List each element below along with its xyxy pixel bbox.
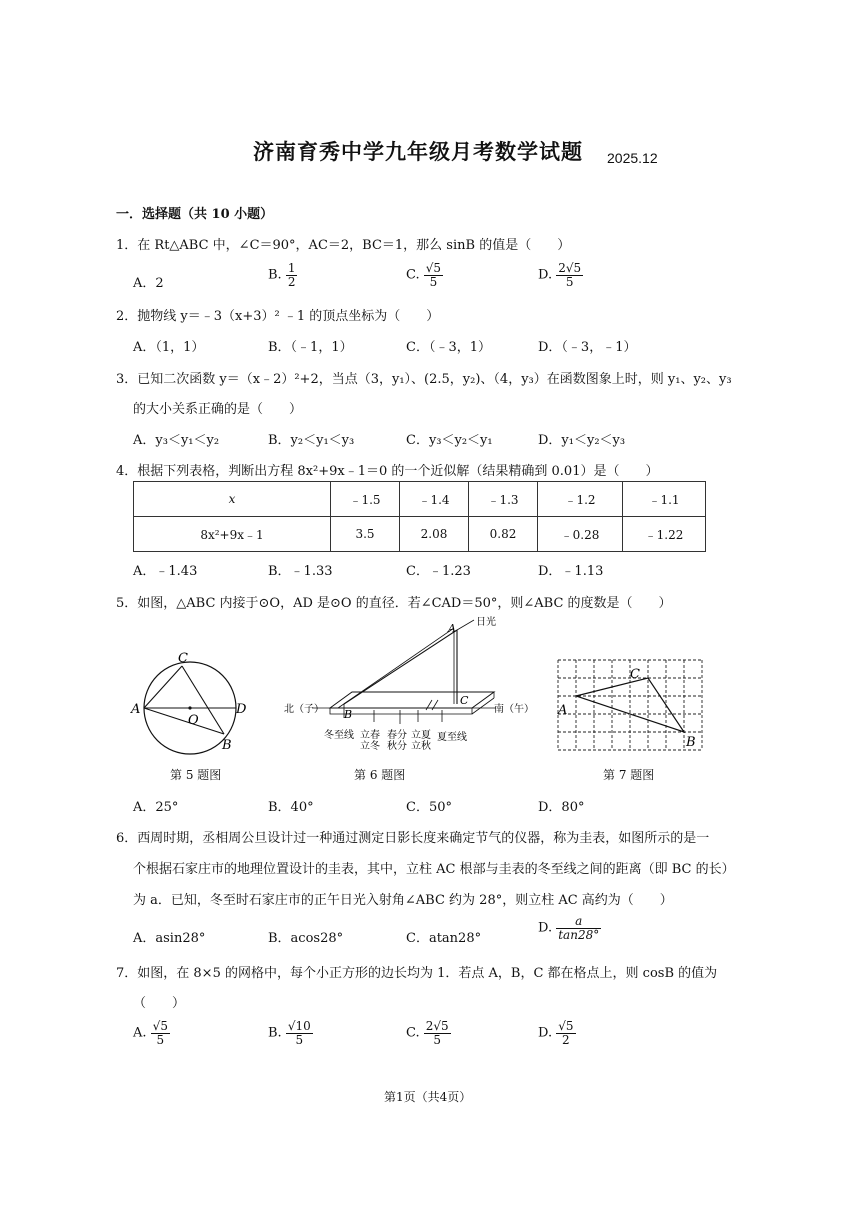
table-cell: 8x²+9x﹣1 xyxy=(134,517,331,552)
denominator: 2 xyxy=(562,1032,570,1047)
numerator: 2√5 xyxy=(558,261,582,275)
q1-option-d xyxy=(538,262,583,288)
tick-label: 立春 xyxy=(360,730,380,741)
table-cell: ﹣1.1 xyxy=(623,482,706,517)
tick-label: 秋分 xyxy=(387,741,407,752)
numerator: √10 xyxy=(287,1019,311,1033)
option-label: D. xyxy=(538,920,553,936)
q3-option-c: C．y₃＜y₂＜y₁ xyxy=(406,433,493,448)
table-cell: ﹣1.5 xyxy=(331,482,400,517)
table-cell: 0.82 xyxy=(469,517,538,552)
question-3-text-line1: 3．已知二次函数 y＝（x﹣2）²+2，当点（3，y₁）、(2.5，y₂)、（4，y₃）在函数图象上时，则 y₁、y₂、y₃ xyxy=(116,372,732,387)
figure-5-circle xyxy=(128,648,260,758)
q7-option-a xyxy=(133,1020,170,1046)
point-label: B xyxy=(686,735,696,750)
question-6-text-line1: 6．西周时期，丞相周公旦设计过一种通过测定日影长度来确定节气的仪器，称为圭表，如图所示的是一 xyxy=(116,831,710,846)
point-label: B xyxy=(222,738,232,753)
denominator: 5 xyxy=(433,1032,442,1047)
q7-option-c xyxy=(406,1020,451,1046)
q2-option-d: D．（﹣3，﹣1） xyxy=(538,340,637,355)
option-label: C. xyxy=(406,1025,420,1041)
fraction xyxy=(556,1020,575,1046)
q2-option-c: C．（﹣3，1） xyxy=(406,340,491,355)
q6-option-c: C．atan28° xyxy=(406,931,482,946)
fraction xyxy=(151,1020,170,1046)
denominator: 5 xyxy=(156,1032,165,1047)
q5-option-a: A．25° xyxy=(133,800,179,815)
table-cell: x xyxy=(134,482,331,517)
q2-option-a: A．（1，1） xyxy=(133,340,205,355)
point-label: D xyxy=(236,702,247,717)
q7-option-b xyxy=(268,1020,313,1046)
option-label: B. xyxy=(268,1025,282,1041)
point-label: A xyxy=(558,703,568,718)
q3-option-d: D．y₁＜y₂＜y₃ xyxy=(538,433,626,448)
q3-option-a: A．y₃＜y₁＜y₂ xyxy=(133,433,220,448)
point-label: O xyxy=(188,713,199,728)
option-label: D. xyxy=(538,267,553,283)
figure-6-gnomon xyxy=(282,612,552,758)
fraction xyxy=(424,262,443,288)
question-1-text: 1．在 Rt△ABC 中，∠C＝90°，AC＝2，BC＝1，那么 sinB 的值是（ ） xyxy=(116,238,571,253)
south-label: 南（午） xyxy=(494,704,534,715)
q1-option-b xyxy=(268,262,297,288)
numerator: 1 xyxy=(287,261,296,275)
table-cell: ﹣1.22 xyxy=(623,517,706,552)
point-label: C xyxy=(178,651,188,666)
tick-label: 立冬 xyxy=(360,741,380,752)
table-cell: 2.08 xyxy=(400,517,469,552)
q4-option-a: A．﹣1.43 xyxy=(133,564,198,579)
question-4-text: 4．根据下列表格，判断出方程 8x²+9x﹣1＝0 的一个近似解（结果精确到 0.01）是（ ） xyxy=(116,464,659,479)
q3-option-b: B．y₂＜y₁＜y₃ xyxy=(268,433,355,448)
option-label: B. xyxy=(268,267,282,283)
page-footer: 第1页（共4页） xyxy=(384,1090,472,1104)
exam-date: 2025.12 xyxy=(607,150,658,166)
point-label: C xyxy=(460,694,469,707)
numerator: √5 xyxy=(425,261,442,275)
fraction xyxy=(556,915,601,941)
question-5-text: 5．如图，△ABC 内接于⊙O，AD 是⊙O 的直径．若∠CAD＝50°，则∠ABC 的度数是（ ） xyxy=(116,596,672,611)
point-label: A xyxy=(131,702,141,717)
figure-5-caption: 第 5 题图 xyxy=(170,768,222,782)
fraction xyxy=(286,262,298,288)
q1-option-c xyxy=(406,262,443,288)
tick-label: 冬至线 xyxy=(324,730,354,741)
question-6-text-line3: 为 a．已知，冬至时石家庄市的正午日光入射角∠ABC 约为 28°，则立柱 AC 高约为（ ） xyxy=(133,893,673,908)
q7-option-d xyxy=(538,1020,576,1046)
tick-label: 立秋 xyxy=(411,741,431,752)
fraction xyxy=(556,262,583,288)
exam-title: 济南育秀中学九年级月考数学试题 xyxy=(253,140,583,164)
q4-option-b: B．﹣1.33 xyxy=(268,564,333,579)
fraction xyxy=(424,1020,451,1046)
table-row xyxy=(134,482,706,517)
option-label: C. xyxy=(406,267,420,283)
table-cell: 3.5 xyxy=(331,517,400,552)
q4-option-c: C．﹣1.23 xyxy=(406,564,471,579)
question-7-text-line2: （ ） xyxy=(133,996,186,1011)
q6-option-b: B．acos28° xyxy=(268,931,344,946)
q4-table xyxy=(133,481,706,552)
figure-6-caption: 第 6 题图 xyxy=(354,768,406,782)
question-2-text: 2．抛物线 y＝﹣3（x+3）² ﹣1 的顶点坐标为（ ） xyxy=(116,309,440,324)
numerator: a xyxy=(556,915,601,929)
q1-option-a: A．2 xyxy=(133,276,164,291)
option-label: A. xyxy=(133,1025,147,1041)
denominator: 2 xyxy=(287,274,296,289)
section-heading: 一．选择题（共 10 小题） xyxy=(116,207,274,222)
q5-option-b: B．40° xyxy=(268,800,314,815)
denominator: tan28° xyxy=(558,927,600,942)
fraction xyxy=(286,1020,313,1046)
point-label: A xyxy=(448,622,456,635)
denominator: 5 xyxy=(295,1032,304,1047)
numerator: √5 xyxy=(558,1019,574,1033)
table-cell: ﹣0.28 xyxy=(538,517,623,552)
point-label: B xyxy=(344,708,353,721)
q5-option-c: C．50° xyxy=(406,800,452,815)
question-6-text-line2: 个根据石家庄市的地理位置设计的圭表，其中，立柱 AC 根部与圭表的冬至线之间的距离（即 BC 的长） xyxy=(133,862,735,877)
tick-label: 春分 xyxy=(387,730,407,741)
question-3-text-line2: 的大小关系正确的是（ ） xyxy=(133,402,303,417)
option-label: D. xyxy=(538,1025,553,1041)
q4-option-d: D．﹣1.13 xyxy=(538,564,604,579)
point-label: C xyxy=(630,667,640,682)
numerator: √5 xyxy=(152,1019,168,1033)
north-label: 北（子） xyxy=(284,704,324,715)
q6-option-d xyxy=(538,915,601,941)
figure-7-caption: 第 7 题图 xyxy=(603,768,655,782)
table-row xyxy=(134,517,706,552)
denominator: 5 xyxy=(429,274,438,289)
numerator: 2√5 xyxy=(425,1019,449,1033)
tick-label: 夏至线 xyxy=(437,732,467,743)
table-cell: ﹣1.3 xyxy=(469,482,538,517)
question-7-text-line1: 7．如图，在 8×5 的网格中，每个小正方形的边长均为 1．若点 A，B，C 都在格点上，则 cosB 的值为 xyxy=(116,966,718,981)
table-cell: ﹣1.2 xyxy=(538,482,623,517)
figure-7-grid xyxy=(554,656,714,760)
q6-option-a: A．asin28° xyxy=(133,931,206,946)
denominator: 5 xyxy=(565,274,574,289)
q5-option-d: D．80° xyxy=(538,800,585,815)
q2-option-b: B．（﹣1，1） xyxy=(268,340,353,355)
sunlight-label: 日光 xyxy=(476,617,496,628)
tick-label: 立夏 xyxy=(411,730,431,741)
table-cell: ﹣1.4 xyxy=(400,482,469,517)
